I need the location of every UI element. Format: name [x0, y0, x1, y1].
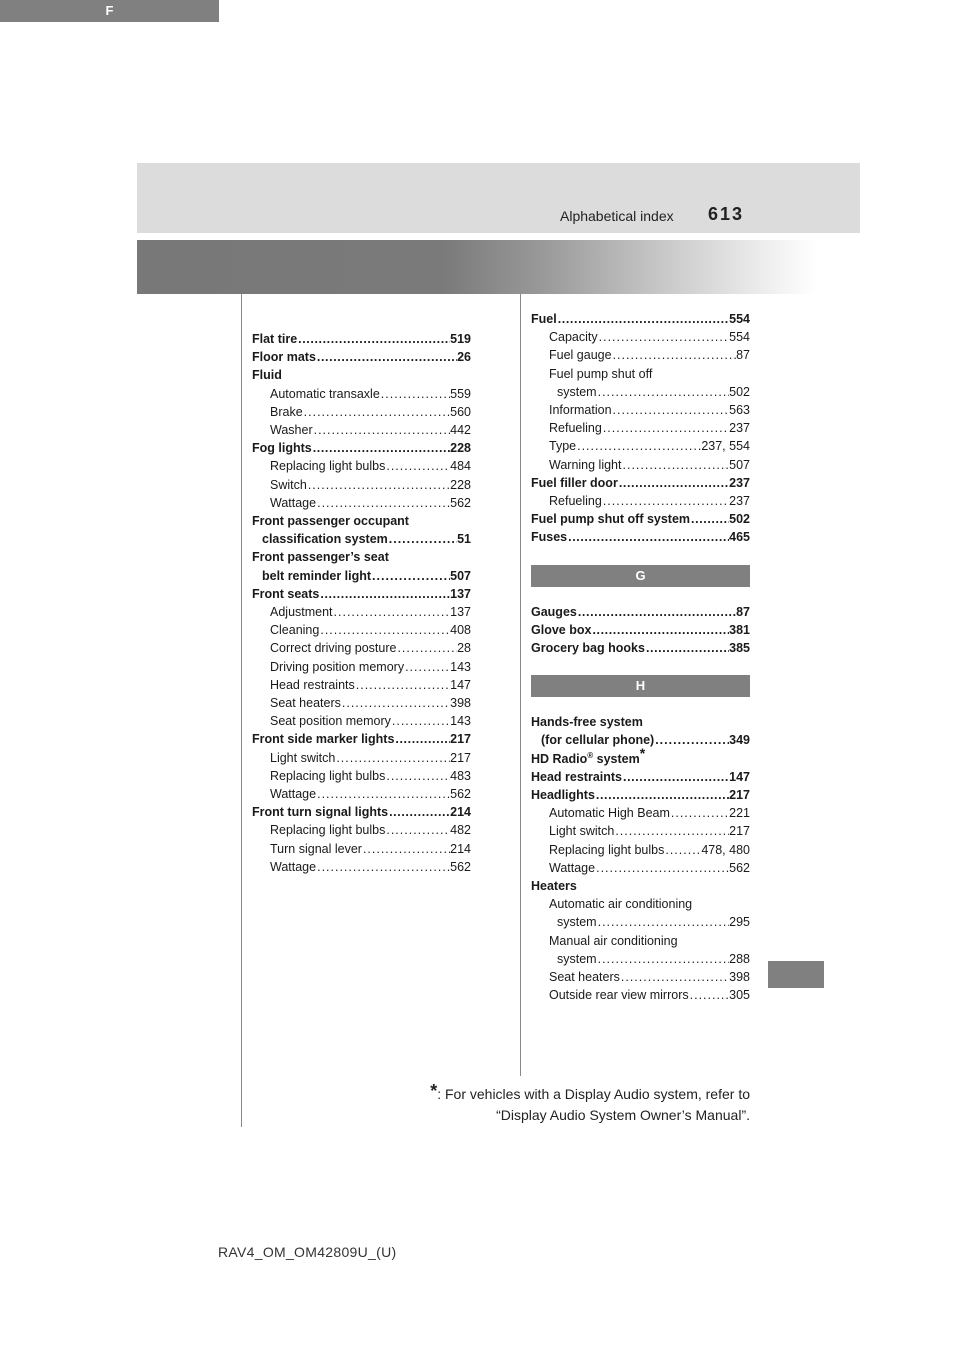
entry-term: Fog lights: [252, 441, 312, 456]
entry-page: 217: [450, 732, 471, 747]
entry-term: Fuel gauge: [549, 348, 612, 363]
index-entry: [531, 383, 750, 401]
index-entry: [252, 749, 471, 767]
index-entry: [252, 457, 471, 475]
entry-term: Front turn signal lights: [252, 805, 389, 820]
dot-leader: [618, 474, 729, 492]
index-entry: [252, 512, 471, 530]
entry-term: system: [557, 384, 597, 399]
entry-page: 562: [450, 495, 471, 510]
dot-leader: [307, 476, 450, 494]
entry-term: system: [557, 915, 597, 930]
index-entry: [252, 567, 471, 585]
dot-leader: [591, 621, 729, 639]
index-entry: [531, 492, 750, 510]
entry-page: 381: [729, 622, 750, 637]
index-entry: [531, 310, 750, 328]
index-entry: [252, 621, 471, 639]
entry-page: 408: [450, 623, 471, 638]
index-entry: [531, 419, 750, 437]
entry-term: Front seats: [252, 586, 320, 601]
entry-page: 147: [450, 677, 471, 692]
index-entry: [252, 840, 471, 858]
dot-leader: [602, 492, 729, 510]
entry-term: Front side marker lights: [252, 732, 395, 747]
index-entry: [531, 950, 750, 968]
index-entry: [252, 421, 471, 439]
index-entry: [531, 744, 750, 768]
dot-leader: [689, 986, 730, 1004]
entry-term: Automatic transaxle: [270, 386, 380, 401]
index-entry: [252, 694, 471, 712]
dot-leader: [597, 950, 730, 968]
index-entry: [252, 803, 471, 821]
entry-term: Cleaning: [270, 623, 320, 638]
index-group-f: [531, 310, 750, 547]
index-entry: [252, 439, 471, 457]
index-entry: [531, 639, 750, 657]
entry-page: 228: [450, 477, 471, 492]
entry-page: 560: [450, 404, 471, 419]
entry-term: Front passenger’s seat: [252, 550, 389, 565]
entry-term: Head restraints: [270, 677, 355, 692]
dot-leader: [385, 821, 450, 839]
entry-page: 502: [729, 384, 750, 399]
index-group-g: [531, 603, 750, 658]
index-entry: [531, 510, 750, 528]
index-entry: [531, 713, 750, 731]
index-entry: [252, 348, 471, 366]
entry-term: Grocery bag hooks: [531, 641, 645, 656]
index-entry: [252, 858, 471, 876]
index-entry: [531, 474, 750, 492]
footnote-line-2: “Display Audio System Owner’s Manual”.: [496, 1107, 750, 1123]
entry-page: 214: [450, 805, 471, 820]
entry-page: 482: [450, 823, 471, 838]
entry-term: Wattage: [270, 495, 317, 510]
entry-page: 228: [450, 441, 471, 456]
entry-page: 143: [450, 659, 471, 674]
index-entry: [531, 841, 750, 859]
entry-term: Brake: [270, 404, 303, 419]
entry-term: Fluid: [252, 368, 282, 383]
index-entry: [252, 330, 471, 348]
dot-leader: [394, 730, 450, 748]
entry-term: Fuses: [531, 530, 568, 545]
index-entry: [531, 822, 750, 840]
entry-term: Capacity: [549, 330, 598, 345]
entry-term: Wattage: [549, 860, 596, 875]
entry-term: belt reminder light: [262, 568, 372, 583]
entry-term: Washer: [270, 423, 313, 438]
entry-page: 28: [457, 641, 471, 656]
index-entry: [531, 786, 750, 804]
page-number: 613: [708, 204, 745, 224]
section-header-g: G: [531, 565, 750, 587]
entry-page: 137: [450, 586, 471, 601]
dot-leader: [664, 841, 701, 859]
entry-term: Heaters: [531, 879, 577, 894]
entry-page: 483: [450, 768, 471, 783]
section-header-h: H: [531, 675, 750, 697]
index-entry: [531, 603, 750, 621]
index-entry: [252, 403, 471, 421]
index-entry: [252, 785, 471, 803]
entry-term: Glove box: [531, 622, 592, 637]
entry-page: 147: [729, 769, 750, 784]
entry-page: 143: [450, 714, 471, 729]
index-entry: [252, 658, 471, 676]
dot-leader: [396, 639, 457, 657]
entry-page: 398: [729, 970, 750, 985]
entry-term: Fuel filler door: [531, 475, 618, 490]
entry-term: Switch: [270, 477, 307, 492]
entry-term: Correct driving posture: [270, 641, 397, 656]
index-entry: [531, 621, 750, 639]
index-entry: [531, 895, 750, 913]
entry-page: 237, 554: [701, 439, 750, 454]
dot-leader: [380, 385, 450, 403]
entry-page: 559: [450, 386, 471, 401]
index-entry: [252, 767, 471, 785]
header-band: [137, 163, 860, 233]
entry-term: Light switch: [549, 824, 615, 839]
entry-term: Refueling: [549, 421, 602, 436]
entry-term: Manual air conditioning: [549, 933, 678, 948]
entry-term: Replacing light bulbs: [270, 823, 386, 838]
dot-leader: [316, 858, 450, 876]
entry-page: 87: [736, 604, 750, 619]
entry-term: HD Radio: [531, 751, 588, 766]
entry-term: Fuel pump shut off: [549, 366, 653, 381]
entry-page: 502: [729, 512, 750, 527]
entry-page: 442: [450, 423, 471, 438]
entry-page: 562: [729, 860, 750, 875]
dot-leader: [404, 658, 450, 676]
index-entry: [252, 476, 471, 494]
entry-term: Fuel: [531, 312, 557, 326]
entry-term: Front passenger occupant: [252, 514, 409, 529]
index-entry: [531, 528, 750, 546]
dot-leader: [620, 968, 729, 986]
entry-term: Adjustment: [270, 605, 333, 620]
index-entry: [252, 494, 471, 512]
dot-leader: [612, 346, 737, 364]
dot-leader: [319, 621, 450, 639]
index-group-h: [531, 713, 750, 1004]
dot-leader: [577, 603, 736, 621]
index-entry: [531, 437, 750, 455]
index-entry: [531, 768, 750, 786]
index-entry: [252, 603, 471, 621]
index-entry: [252, 639, 471, 657]
entry-page: 137: [450, 605, 471, 620]
dot-leader: [602, 419, 729, 437]
index-entry: [252, 712, 471, 730]
entry-term: Automatic air conditioning: [549, 897, 693, 912]
dot-leader: [690, 510, 729, 528]
entry-term: Information: [549, 403, 612, 418]
dot-leader: [388, 803, 450, 821]
column-divider-left: [241, 294, 242, 1127]
dot-leader: [385, 457, 450, 475]
entry-page: 237: [729, 475, 750, 490]
dot-leader: [670, 804, 729, 822]
index-column-right: [531, 310, 750, 1005]
footnote: [380, 1081, 750, 1126]
dot-leader: [597, 383, 730, 401]
dot-leader: [654, 731, 729, 749]
entry-term: Warning light: [549, 457, 622, 472]
entry-page: 237: [729, 494, 750, 509]
index-entry: [531, 913, 750, 931]
index-entry: [252, 585, 471, 603]
entry-term: Seat heaters: [270, 696, 341, 711]
dot-leader: [333, 603, 451, 621]
footnote-line-1: : For vehicles with a Display Audio system, refer to: [437, 1086, 750, 1102]
dot-leader: [316, 494, 450, 512]
entry-page: 507: [450, 568, 471, 583]
index-entry: [252, 730, 471, 748]
dot-leader: [388, 530, 457, 548]
entry-term: Driving position memory: [270, 659, 405, 674]
entry-page: 26: [457, 350, 471, 365]
index-entry: [531, 346, 750, 364]
dot-leader: [313, 421, 451, 439]
column-divider-middle: [520, 294, 521, 1076]
entry-page: 562: [450, 859, 471, 874]
index-entry: [531, 401, 750, 419]
entry-page: 398: [450, 696, 471, 711]
dot-leader: [385, 767, 450, 785]
entry-page: 214: [450, 841, 471, 856]
index-entry: [252, 821, 471, 839]
entry-term-suffix: system: [593, 751, 640, 766]
chapter-tab: [768, 961, 824, 988]
entry-term: Wattage: [270, 859, 317, 874]
index-entry: [252, 676, 471, 694]
entry-page: 288: [729, 951, 750, 966]
entry-page: 305: [729, 988, 750, 1003]
entry-page: 554: [729, 330, 750, 345]
entry-term: system: [557, 951, 597, 966]
entry-term: Floor mats: [252, 350, 316, 365]
entry-term: Light switch: [270, 750, 336, 765]
index-entry: [531, 365, 750, 383]
index-entry: [252, 385, 471, 403]
dot-leader: [614, 822, 729, 840]
header-gradient-bar: [137, 240, 817, 294]
index-entry: [531, 968, 750, 986]
entry-term: Hands-free system: [531, 715, 643, 730]
index-entry: [252, 366, 471, 384]
entry-page: 237: [729, 421, 750, 436]
entry-term: Wattage: [270, 787, 317, 802]
footnote-star-mark: *: [639, 744, 646, 761]
entry-term: Refueling: [549, 494, 602, 509]
entry-page: 554: [729, 312, 750, 326]
dot-leader: [597, 913, 730, 931]
dot-leader: [362, 840, 450, 858]
dot-leader: [645, 639, 729, 657]
entry-page: 562: [450, 787, 471, 802]
dot-leader: [303, 403, 450, 421]
entry-page: 217: [450, 750, 471, 765]
entry-page: 217: [729, 788, 750, 803]
dot-leader: [567, 528, 729, 546]
index-entry: [531, 328, 750, 346]
entry-term: Replacing light bulbs: [270, 459, 386, 474]
dot-leader: [576, 437, 701, 455]
entry-term: Outside rear view mirrors: [549, 988, 689, 1003]
entry-term: Seat heaters: [549, 970, 620, 985]
entry-term: Headlights: [531, 788, 595, 803]
index-entry: [531, 859, 750, 877]
index-entry: [531, 877, 750, 895]
entry-term: Head restraints: [531, 769, 623, 784]
section-header-f: F: [0, 0, 219, 22]
dot-leader: [312, 439, 450, 457]
dot-leader: [622, 456, 730, 474]
entry-term: classification system: [262, 532, 388, 547]
dot-leader: [316, 785, 450, 803]
entry-term: Replacing light bulbs: [549, 842, 665, 857]
dot-leader: [612, 401, 730, 419]
entry-term: Fuel pump shut off system: [531, 512, 691, 527]
entry-term: Seat position memory: [270, 714, 391, 729]
entry-page: 465: [729, 530, 750, 545]
entry-page: 349: [729, 733, 750, 748]
index-entry: [252, 530, 471, 548]
entry-term: Turn signal lever: [270, 841, 362, 856]
entry-page: 295: [729, 915, 750, 930]
index-column-left: [252, 330, 471, 876]
dot-leader: [622, 768, 729, 786]
entry-term: Gauges: [531, 604, 577, 619]
index-entry: [531, 804, 750, 822]
dot-leader: [355, 676, 450, 694]
index-entry: [252, 548, 471, 566]
dot-leader: [316, 348, 457, 366]
entry-term: Flat tire: [252, 332, 298, 346]
dot-leader: [319, 585, 450, 603]
document-code: RAV4_OM_OM42809U_(U): [218, 1244, 397, 1260]
entry-term: Automatic High Beam: [549, 806, 670, 821]
dot-leader: [371, 567, 450, 585]
entry-term: Type: [549, 439, 577, 454]
entry-page: 87: [736, 348, 750, 363]
entry-page: 385: [729, 641, 750, 656]
dot-leader: [391, 712, 450, 730]
entry-page: 217: [729, 824, 750, 839]
index-entry: [531, 932, 750, 950]
dot-leader: [595, 786, 729, 804]
section-title: Alphabetical index: [560, 208, 674, 224]
entry-term: (for cellular phone): [541, 733, 655, 748]
entry-term: Replacing light bulbs: [270, 768, 386, 783]
dot-leader: [297, 330, 450, 348]
index-entry: [531, 456, 750, 474]
dot-leader: [335, 749, 450, 767]
entry-page: 507: [729, 457, 750, 472]
dot-leader: [557, 310, 729, 328]
entry-page: 563: [729, 403, 750, 418]
registered-mark: ®: [587, 750, 594, 760]
dot-leader: [598, 328, 730, 346]
entry-page: 221: [729, 806, 750, 821]
entry-page: 484: [450, 459, 471, 474]
entry-page: 478, 480: [701, 842, 750, 857]
index-entry: [531, 986, 750, 1004]
dot-leader: [595, 859, 729, 877]
footnote-star: *: [430, 1081, 438, 1101]
dot-leader: [341, 694, 450, 712]
entry-page: 519: [450, 332, 471, 346]
entry-page: 51: [457, 532, 471, 547]
